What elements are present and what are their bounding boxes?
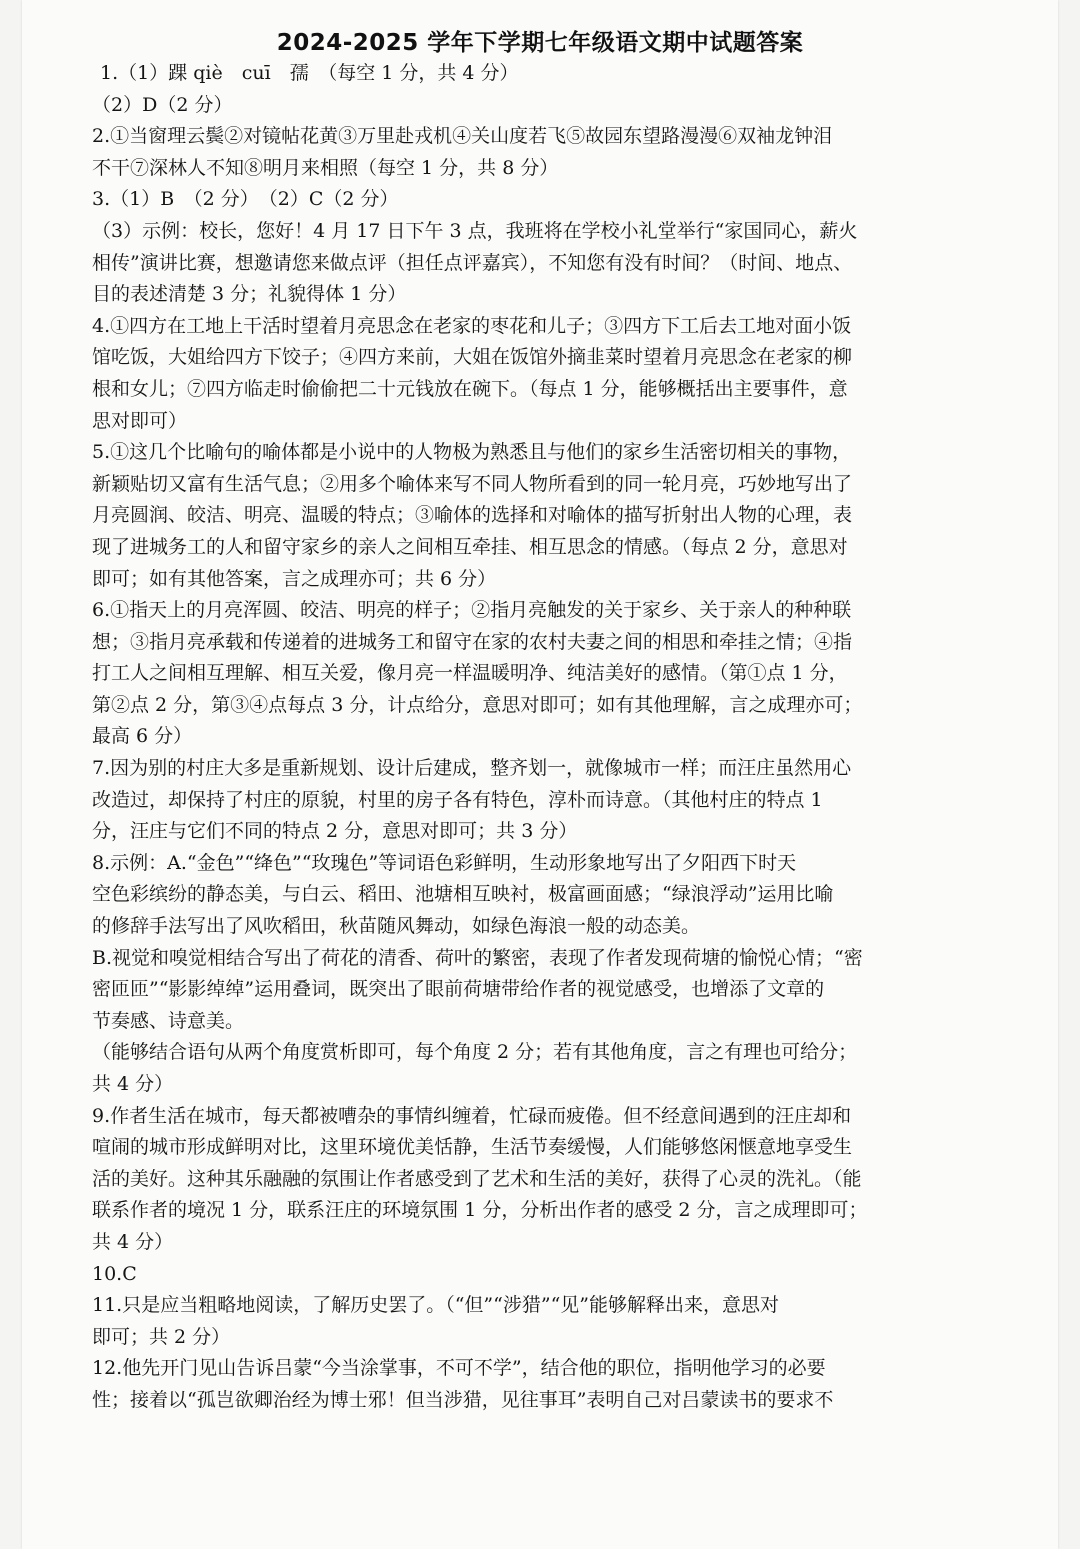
text-line: 改造过，却保持了村庄的原貌，村里的房子各有特色，淳朴而诗意。（其他村庄的特点 1 — [92, 788, 823, 811]
text-line: B.视觉和嗅觉相结合写出了荷花的清香、荷叶的繁密，表现了作者发现荷塘的愉悦心情；“密 — [92, 946, 863, 969]
text-line: 1.（1）踝 qiè cuī 孺 （每空 1 分，共 4 分） — [100, 62, 519, 84]
text-line: 联系作者的境况 1 分，联系汪庄的环境氛围 1 分，分析出作者的感受 2 分，言之成理即可； — [92, 1199, 868, 1222]
text-line: 的修辞手法写出了风吹稻田，秋苗随风舞动，如绿色海浪一般的动态美。 — [92, 915, 701, 938]
text-line: 喧闹的城市形成鲜明对比，这里环境优美恬静，生活节奏缓慢，人们能够悠闲惬意地享受生 — [92, 1136, 853, 1159]
text-line: 12.他先开门见山告诉吕蒙“今当涂掌事，不可不学”，结合他的职位，指明他学习的必要 — [92, 1357, 826, 1380]
text-line: 4.①四方在工地上干活时望着月亮思念在老家的枣花和儿子；③四方下工后去工地对面小饭 — [92, 314, 852, 337]
text-line: 2.①当窗理云鬓②对镜帖花黄③万里赴戎机④关山度若飞⑤故园东望路漫漫⑥双袖龙钟泪 — [92, 125, 833, 148]
text-line — [92, 1417, 976, 1449]
text-line: 11.只是应当粗略地阅读，了解历史罢了。（“但”“涉猎”“见”能够解释出来，意思对 — [92, 1294, 779, 1317]
text-line: 共 4 分） — [92, 1230, 174, 1253]
text-line: 节奏感、诗意美。 — [92, 1009, 245, 1032]
text-line: 月亮圆润、皎洁、明亮、温暖的特点；③喻体的选择和对喻体的描写折射出人物的心理，表 — [92, 504, 853, 527]
text-line: （2）D（2 分） — [92, 93, 233, 116]
text-line: 性；接着以“孤岂欲卿治经为博士邪！但当涉猎，见往事耳”表明自己对吕蒙读书的要求不 — [92, 1388, 834, 1411]
text-line: 密匝匝”“影影绰绰”运用叠词，既突出了眼前荷塘带给作者的视觉感受，也增添了文章的 — [92, 978, 825, 1001]
text-line: 3.（1）B （2 分） （2）C（2 分） — [92, 188, 399, 211]
text-line: 根和女儿；⑦四方临走时偷偷把二十元钱放在碗下。（每点 1 分，能够概括出主要事件，意 — [92, 377, 848, 400]
text-line: 思对即可） — [92, 409, 188, 432]
page-title: 2024-2025 学年下学期七年级语文期中试题答案 — [276, 30, 804, 56]
text-line: 即可；如有其他答案，言之成理亦可；共 6 分） — [92, 567, 497, 590]
text-line: 空色彩缤纷的静态美，与白云、稻田、池塘相互映衬，极富画面感；“绿浪浮动”运用比喻 — [92, 883, 834, 906]
text-line: 活的美好。这种其乐融融的氛围让作者感受到了艺术和生活的美好，获得了心灵的洗礼。（能 — [92, 1167, 862, 1190]
text-line: （能够结合语句从两个角度赏析即可，每个角度 2 分；若有其他角度，言之有理也可给分； — [92, 1041, 858, 1064]
text-line: 想；③指月亮承载和传递着的进城务工和留守在家的农村夫妻之间的相思和牵挂之情；④指 — [92, 630, 853, 653]
text-line: 5.①这几个比喻句的喻体都是小说中的人物极为熟悉且与他们的家乡生活密切相关的事物， — [92, 441, 852, 464]
text-line: 不干⑦深林人不知⑧明月来相照（每空 1 分，共 8 分） — [92, 156, 559, 179]
text-line: 新颖贴切又富有生活气息；②用多个喻体来写不同人物所看到的同一轮月亮，巧妙地写出了 — [92, 472, 853, 495]
text-line: 分，汪庄与它们不同的特点 2 分，意思对即可；共 3 分） — [92, 820, 578, 843]
text-line: 现了进城务工的人和留守家乡的亲人之间相互牵挂、相互思念的情感。（每点 2 分，意思对 — [92, 535, 848, 558]
text-line: 打工人之间相互理解、相互关爱，像月亮一样温暖明净、纯洁美好的感情。（第①点 1 分， — [92, 662, 848, 685]
text-line: 即可；共 2 分） — [92, 1325, 231, 1348]
answer-body — [92, 58, 976, 1448]
text-line: （3）示例：校长，您好！4 月 17 日下午 3 点，我班将在学校小礼堂举行“家国同心，薪火 — [92, 219, 858, 242]
text-line: 相传”演讲比赛，想邀请您来做点评（担任点评嘉宾），不知您有没有时间？（时间、地点、 — [92, 251, 853, 274]
text-line: 第②点 2 分，第③④点每点 3 分，计点给分，意思对即可；如有其他理解，言之成理亦可； — [92, 693, 863, 716]
text-line: 9.作者生活在城市，每天都被嘈杂的事情纠缠着，忙碌而疲倦。但不经意间遇到的汪庄却和 — [92, 1104, 852, 1127]
text-line: 8.示例：A.“金色”“绛色”“玫瑰色”等词语色彩鲜明，生动形象地写出了夕阳西下时天 — [92, 851, 797, 874]
text-line: 最高 6 分） — [92, 725, 193, 748]
text-line: 馆吃饭，大姐给四方下饺子；④四方来前，大姐在饭馆外摘韭菜时望着月亮思念在老家的柳 — [92, 346, 853, 369]
text-line: 7.因为别的村庄大多是重新规划、设计后建成，整齐划一，就像城市一样；而汪庄虽然用心 — [92, 757, 852, 780]
text-line: 共 4 分） — [92, 1073, 174, 1095]
text-line: 目的表述清楚 3 分；礼貌得体 1 分） — [92, 283, 407, 306]
text-line: 6.①指天上的月亮浑圆、皎洁、明亮的样子；②指月亮触发的关于家乡、关于亲人的种种联 — [92, 599, 852, 622]
text-line: 10.C — [92, 1262, 137, 1285]
